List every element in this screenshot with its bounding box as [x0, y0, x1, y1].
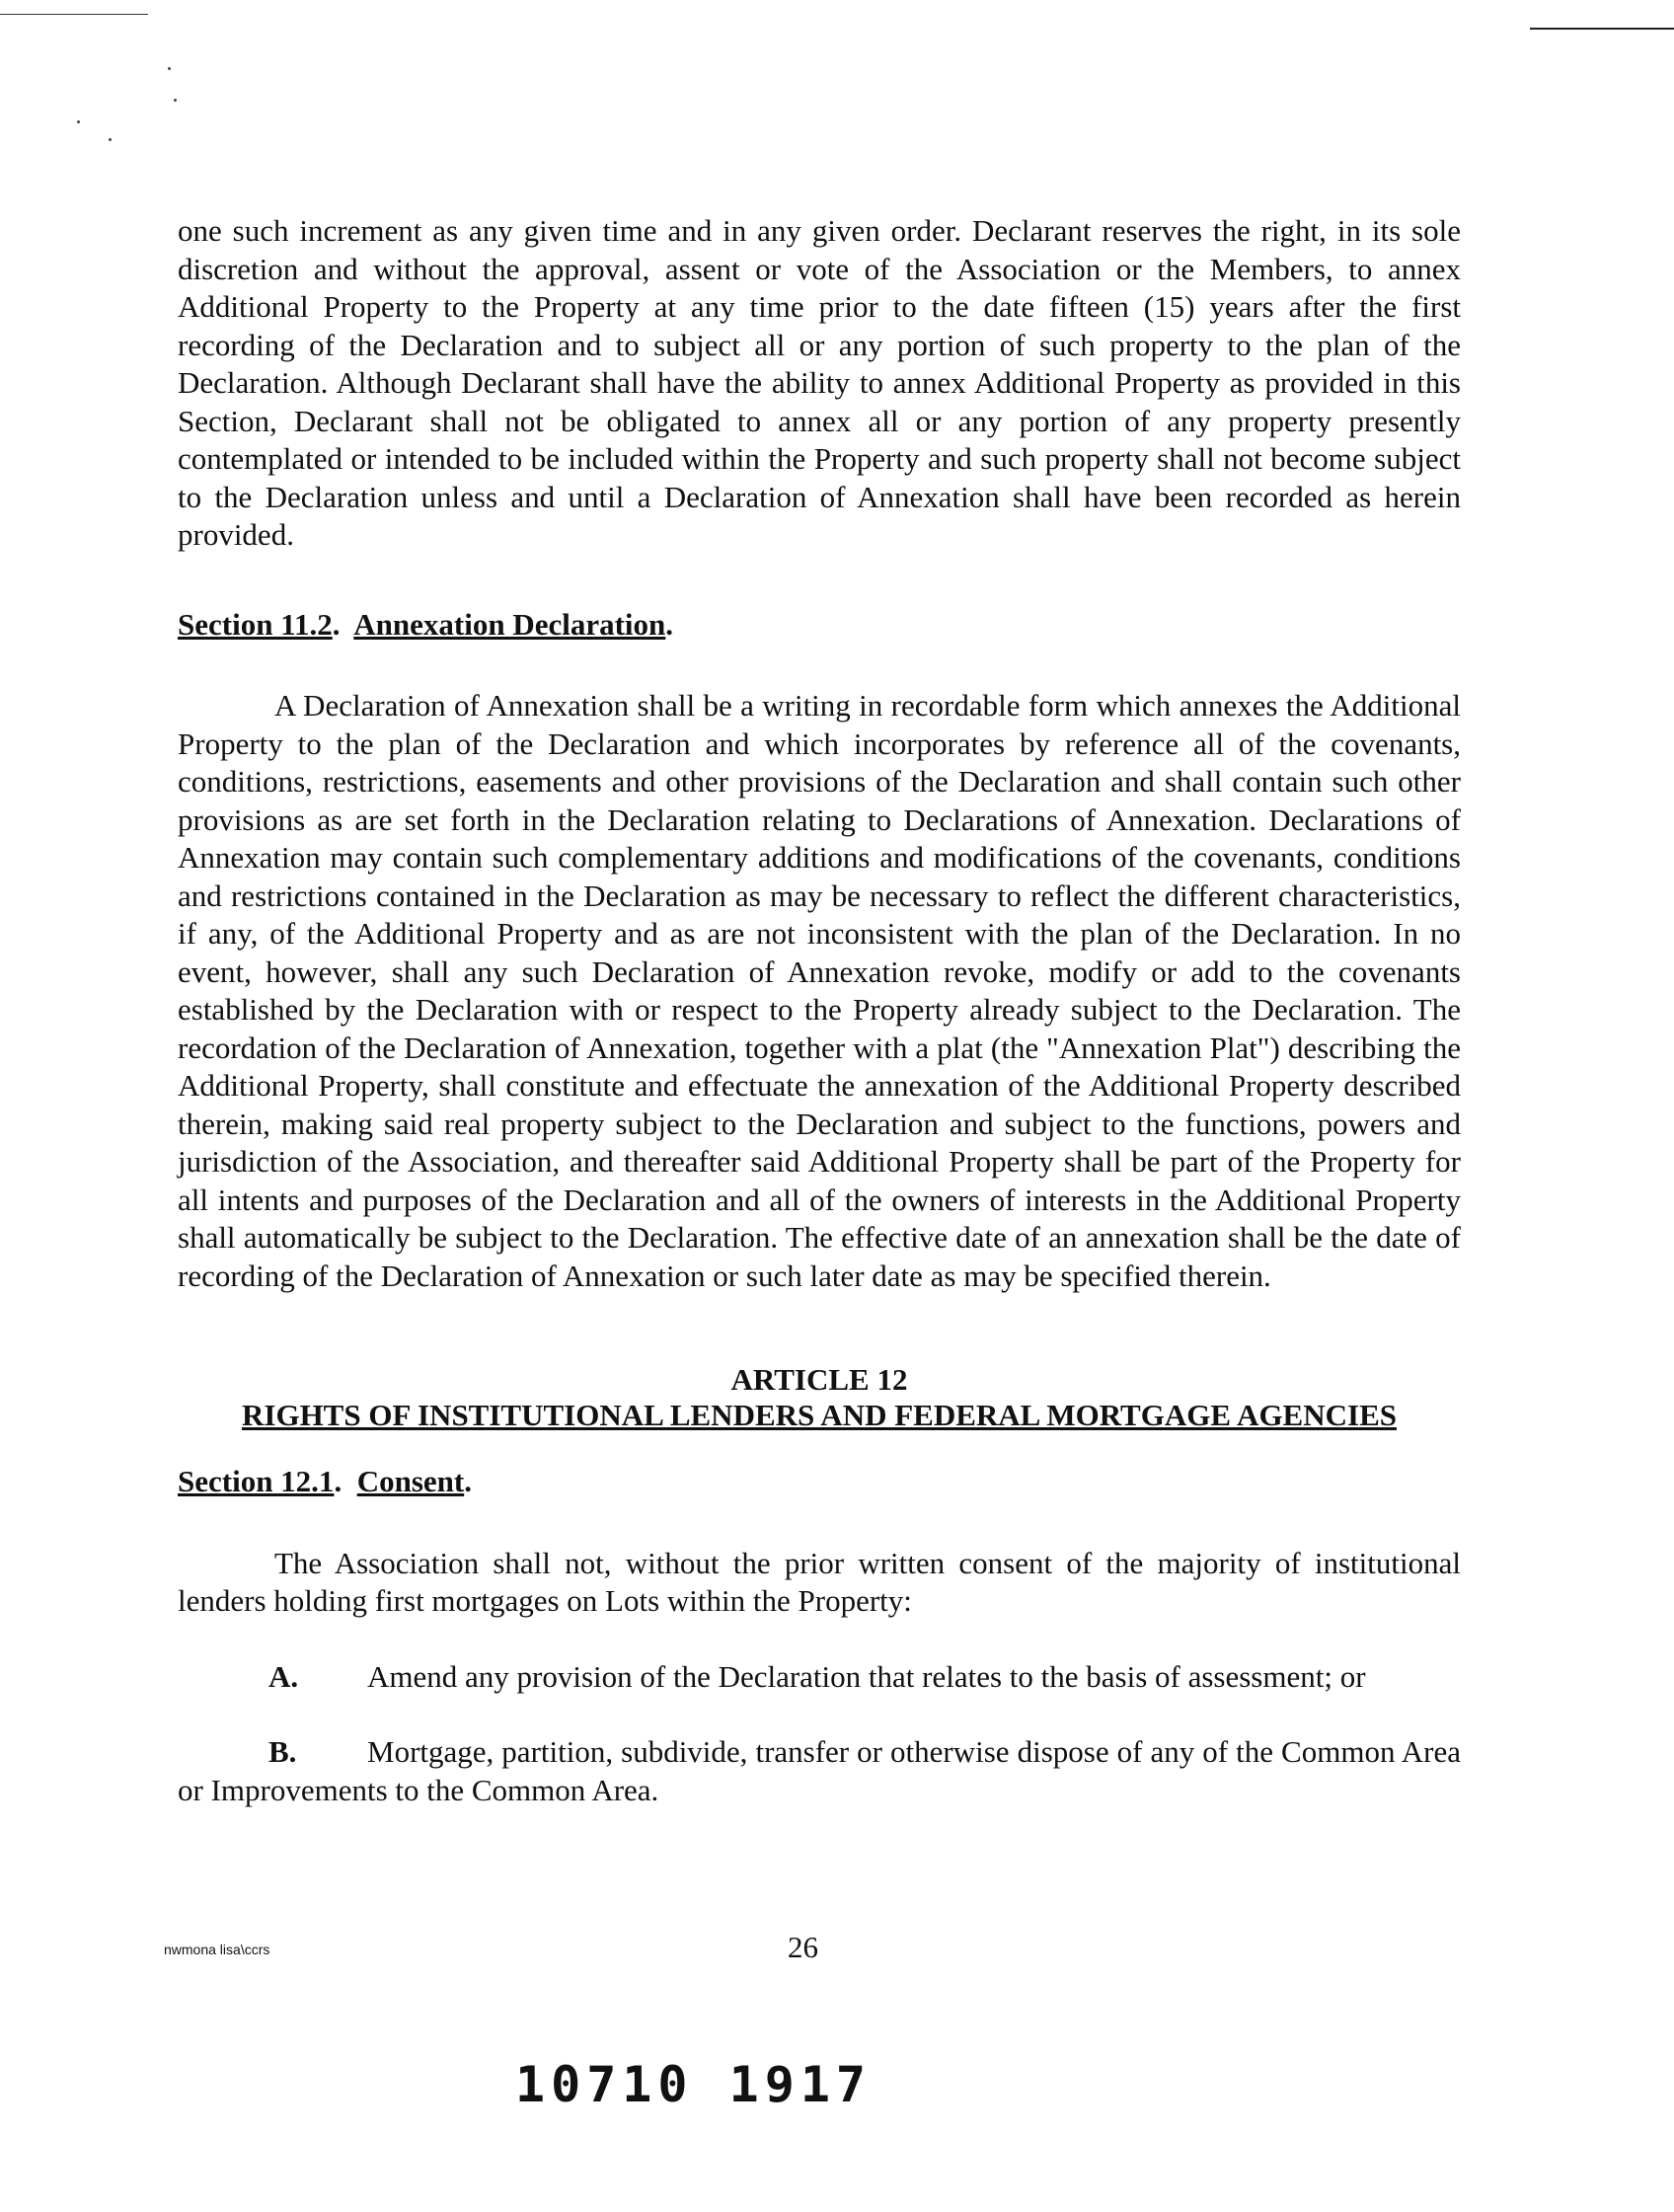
intro-paragraph: one such increment as any given time and in any given order. Declarant reserves the right, in its sole discretion and without the approval, assent or vote of the Association or the Members, to annex Additional Property to the Property at any time prior to the date fifteen (15) years after the first recording of the Declaration and to subject all or any portion of such property to the plan of the Declaration. Although Declarant shall have the ability to annex Additional Property as provided in this Section, Declarant shall not be obligated to annex all or any portion of any property presently contemplated or intended to be included within the Property and such property shall not become subject to the Declaration unless and until a Declaration of Annexation shall have been recorded as herein provided. — [178, 213, 1461, 552]
page-number: 26 — [788, 1930, 818, 1964]
section-12-1-title: Consent — [356, 1464, 465, 1498]
article-12-label: ARTICLE 12 — [730, 1362, 908, 1397]
recording-stamp: 10710 1917 — [515, 2056, 873, 2113]
section-11-2-title: Annexation Declaration — [353, 606, 666, 642]
section-12-1-number: Section 12.1 — [178, 1464, 335, 1498]
list-item-text: Mortgage, partition, subdivide, transfer or otherwise dispose of any of the Common Area or Improvements to the Common Area. — [178, 1734, 1461, 1807]
scan-edge-line-right — [1530, 28, 1674, 30]
scan-speck — [168, 67, 171, 70]
list-item-letter: B. — [268, 1734, 297, 1769]
article-12-title: RIGHTS OF INSTITUTIONAL LENDERS AND FEDERAL MORTGAGE AGENCIES — [242, 1398, 1397, 1432]
list-item-text: Amend any provision of the Declaration that relates to the basis of assessment; or — [367, 1658, 1366, 1694]
scan-speck — [174, 99, 177, 102]
section-12-1-heading: Section 12.1. Consent. — [178, 1464, 472, 1498]
list-item-b — [178, 1733, 1461, 1809]
list-item-a — [178, 1658, 1461, 1697]
scan-edge-line-left — [0, 14, 148, 15]
footer-file-code: nwmona lisa\ccrs — [164, 1942, 270, 1957]
document-page — [178, 212, 1461, 1809]
scan-speck — [77, 120, 80, 123]
list-item-letter: A. — [268, 1658, 299, 1694]
section-12-1-body: The Association shall not, without the prior written consent of the majority of institutional lenders holding first mortgages on Lots within the Property: — [178, 1545, 1461, 1618]
section-11-2-body: A Declaration of Annexation shall be a writing in recordable form which annexes the Additional Property to the plan of the Declaration and which incorporates by reference all of the covenants, conditions, restrictions, easements and other provisions of the Declaration and shall contain such other provisions as are set forth in the Declaration relating to Declarations of Annexation. Declarations of Annexation may contain such complementary additions and modifications of the covenants, conditions and restrictions contained in the Declaration as may be necessary to reflect the different characteristics, if any, of the Additional Property and as are not inconsistent with the plan of the Declaration. In no event, however, shall any such Declaration of Annexation revoke, modify or add to the covenants established by the Declaration with or respect to the Property already subject to the Declaration. The recordation of the Declaration of Annexation, together with a plat (the "Annexation Plat") describing the Additional Property, shall constitute and effectuate the annexation of the Additional Property described therein, making said real property subject to the Declaration and subject to the functions, powers and jurisdiction of the Association, and thereafter said Additional Property shall be part of the Property for all intents and purposes of the Declaration and all of the owners of interests in the Additional Property shall automatically be subject to the Declaration. The effective date of an annexation shall be the date of recording of the Declaration of Annexation or such later date as may be specified therein. — [178, 688, 1461, 1293]
article-12-heading — [178, 1362, 1461, 1433]
scan-speck — [109, 138, 112, 141]
section-11-2-heading: Section 11.2. Annexation Declaration. — [178, 606, 674, 642]
section-11-2-number: Section 11.2 — [178, 606, 333, 642]
